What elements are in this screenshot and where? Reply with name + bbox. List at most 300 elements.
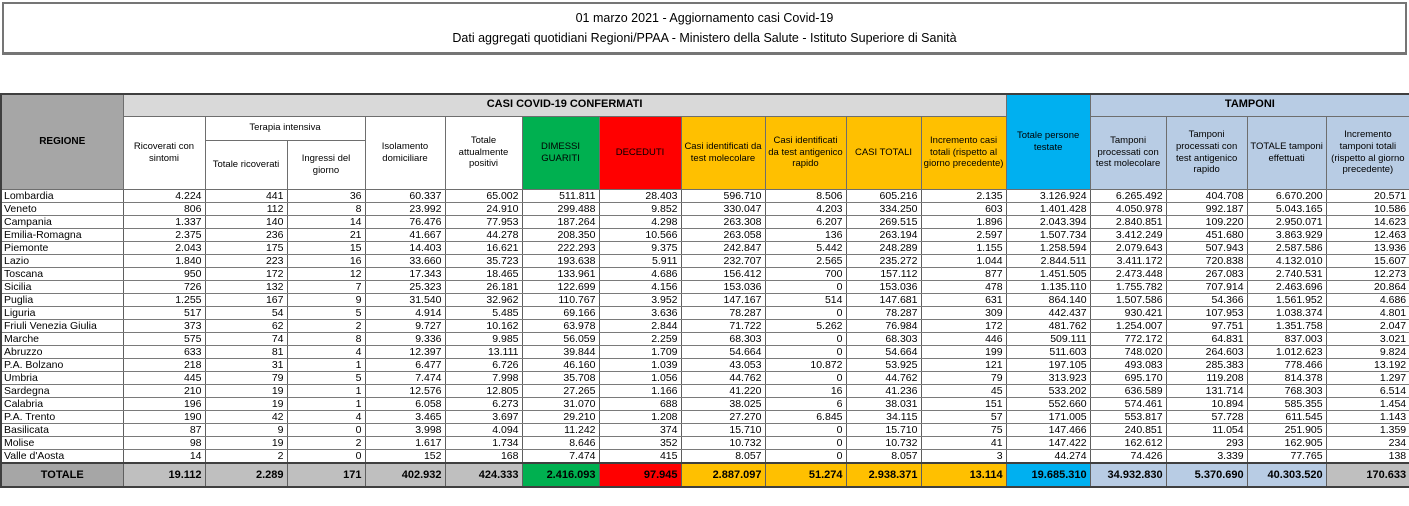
value-cell-tamponi_test_molecolare: 1.254.007 <box>1090 319 1166 332</box>
value-cell-tamponi_test_antigenico: 992.187 <box>1166 202 1247 215</box>
value-cell-ti_ingressi_del_giorno: 4 <box>287 410 365 423</box>
value-cell-ti_ingressi_del_giorno: 7 <box>287 280 365 293</box>
value-cell-incremento_casi_totali: 3 <box>921 449 1006 463</box>
value-cell-incremento_casi_totali: 309 <box>921 306 1006 319</box>
value-cell-totale_persone_testate: 1.507.734 <box>1006 228 1090 241</box>
value-cell-incremento_tamponi_totali: 4.686 <box>1326 293 1409 306</box>
value-cell-ti_ingressi_del_giorno: 16 <box>287 254 365 267</box>
table-row <box>1 436 1409 449</box>
value-cell-totale_tamponi_effettuati: 1.561.952 <box>1247 293 1326 306</box>
value-cell-incremento_casi_totali: 478 <box>921 280 1006 293</box>
value-cell-totale_tamponi_effettuati: 2.740.531 <box>1247 267 1326 280</box>
col-header-incremento-tamponi-totali: Incremento tamponi totali (rispetto al giorno precedente) <box>1326 116 1409 189</box>
value-cell-totale_attualmente_positivi: 12.805 <box>445 384 522 397</box>
value-cell-tamponi_test_antigenico: 404.708 <box>1166 189 1247 202</box>
value-cell-ti_totale_ricoverati: 140 <box>205 215 287 228</box>
value-cell-dimessi_guariti: 11.242 <box>522 423 599 436</box>
value-cell-casi_totali: 53.925 <box>846 358 921 371</box>
value-cell-totale_persone_testate: 3.126.924 <box>1006 189 1090 202</box>
table-row <box>1 215 1409 228</box>
value-cell-dimessi_guariti: 35.708 <box>522 371 599 384</box>
value-cell-incremento_tamponi_totali: 234 <box>1326 436 1409 449</box>
value-cell-casi_test_antigenico: 2.565 <box>765 254 846 267</box>
value-cell-deceduti: 3.952 <box>599 293 681 306</box>
value-cell-ricoverati_con_sintomi: 210 <box>123 384 205 397</box>
value-cell-casi_test_molecolare: 43.053 <box>681 358 765 371</box>
table-row <box>1 202 1409 215</box>
value-cell-totale_tamponi_effettuati: 611.545 <box>1247 410 1326 423</box>
value-cell-casi_test_molecolare: 232.707 <box>681 254 765 267</box>
value-cell-ricoverati_con_sintomi: 1.840 <box>123 254 205 267</box>
value-cell-ti_ingressi_del_giorno: 1 <box>287 384 365 397</box>
col-header-incremento-casi-totali: Incremento casi totali (rispetto al giorno precedente) <box>921 116 1006 189</box>
region-name-cell: Campania <box>1 215 123 228</box>
region-name-cell: Liguria <box>1 306 123 319</box>
total-value-cell-casi_test_molecolare: 2.887.097 <box>681 463 765 487</box>
value-cell-dimessi_guariti: 46.160 <box>522 358 599 371</box>
value-cell-casi_test_antigenico: 10.872 <box>765 358 846 371</box>
value-cell-ti_totale_ricoverati: 167 <box>205 293 287 306</box>
value-cell-tamponi_test_molecolare: 748.020 <box>1090 345 1166 358</box>
value-cell-totale_tamponi_effettuati: 4.132.010 <box>1247 254 1326 267</box>
value-cell-deceduti: 374 <box>599 423 681 436</box>
value-cell-totale_tamponi_effettuati: 778.466 <box>1247 358 1326 371</box>
total-value-cell-ricoverati_con_sintomi: 19.112 <box>123 463 205 487</box>
value-cell-incremento_casi_totali: 41 <box>921 436 1006 449</box>
value-cell-tamponi_test_antigenico: 119.208 <box>1166 371 1247 384</box>
value-cell-totale_tamponi_effettuati: 6.670.200 <box>1247 189 1326 202</box>
value-cell-tamponi_test_molecolare: 4.050.978 <box>1090 202 1166 215</box>
value-cell-dimessi_guariti: 56.059 <box>522 332 599 345</box>
value-cell-incremento_tamponi_totali: 14.623 <box>1326 215 1409 228</box>
table-row <box>1 280 1409 293</box>
col-header-casi-test-antigenico: Casi identificati da test antigenico rapido <box>765 116 846 189</box>
value-cell-casi_test_molecolare: 41.220 <box>681 384 765 397</box>
col-header-ti-ingressi-del-giorno: Ingressi del giorno <box>287 140 365 189</box>
value-cell-incremento_casi_totali: 199 <box>921 345 1006 358</box>
group-header-casi-confermati: CASI COVID-19 CONFERMATI <box>123 94 1006 116</box>
total-value-cell-deceduti: 97.945 <box>599 463 681 487</box>
col-header-totale-persone-testate: Totale persone testate <box>1006 94 1090 189</box>
report-subtitle: Dati aggregati quotidiani Regioni/PPAA - Ministero della Salute - Istituto Superiore di Sanità <box>452 31 957 46</box>
value-cell-casi_totali: 10.732 <box>846 436 921 449</box>
value-cell-tamponi_test_molecolare: 240.851 <box>1090 423 1166 436</box>
value-cell-ti_totale_ricoverati: 81 <box>205 345 287 358</box>
table-row <box>1 254 1409 267</box>
total-value-cell-incremento_casi_totali: 13.114 <box>921 463 1006 487</box>
value-cell-incremento_casi_totali: 172 <box>921 319 1006 332</box>
value-cell-ti_totale_ricoverati: 175 <box>205 241 287 254</box>
value-cell-tamponi_test_antigenico: 54.366 <box>1166 293 1247 306</box>
value-cell-casi_totali: 334.250 <box>846 202 921 215</box>
value-cell-isolamento_domiciliare: 17.343 <box>365 267 445 280</box>
value-cell-casi_test_molecolare: 242.847 <box>681 241 765 254</box>
value-cell-tamponi_test_antigenico: 131.714 <box>1166 384 1247 397</box>
value-cell-tamponi_test_antigenico: 285.383 <box>1166 358 1247 371</box>
value-cell-tamponi_test_antigenico: 267.083 <box>1166 267 1247 280</box>
value-cell-totale_tamponi_effettuati: 162.905 <box>1247 436 1326 449</box>
value-cell-casi_test_antigenico: 0 <box>765 423 846 436</box>
value-cell-totale_attualmente_positivi: 18.465 <box>445 267 522 280</box>
total-value-cell-tamponi_test_molecolare: 34.932.830 <box>1090 463 1166 487</box>
value-cell-casi_test_antigenico: 514 <box>765 293 846 306</box>
value-cell-dimessi_guariti: 7.474 <box>522 449 599 463</box>
value-cell-tamponi_test_antigenico: 107.953 <box>1166 306 1247 319</box>
value-cell-incremento_tamponi_totali: 1.297 <box>1326 371 1409 384</box>
value-cell-ricoverati_con_sintomi: 1.337 <box>123 215 205 228</box>
value-cell-incremento_tamponi_totali: 10.586 <box>1326 202 1409 215</box>
table-row <box>1 306 1409 319</box>
value-cell-incremento_tamponi_totali: 4.801 <box>1326 306 1409 319</box>
value-cell-isolamento_domiciliare: 41.667 <box>365 228 445 241</box>
value-cell-totale_persone_testate: 1.401.428 <box>1006 202 1090 215</box>
value-cell-casi_totali: 34.115 <box>846 410 921 423</box>
value-cell-casi_test_molecolare: 54.664 <box>681 345 765 358</box>
value-cell-isolamento_domiciliare: 6.058 <box>365 397 445 410</box>
col-header-totale-attualmente-positivi: Totale attualmente positivi <box>445 116 522 189</box>
value-cell-ricoverati_con_sintomi: 98 <box>123 436 205 449</box>
value-cell-incremento_tamponi_totali: 20.864 <box>1326 280 1409 293</box>
value-cell-isolamento_domiciliare: 12.397 <box>365 345 445 358</box>
value-cell-ti_totale_ricoverati: 19 <box>205 397 287 410</box>
value-cell-totale_attualmente_positivi: 6.726 <box>445 358 522 371</box>
value-cell-totale_tamponi_effettuati: 5.043.165 <box>1247 202 1326 215</box>
value-cell-tamponi_test_molecolare: 2.079.643 <box>1090 241 1166 254</box>
value-cell-casi_test_antigenico: 5.442 <box>765 241 846 254</box>
value-cell-totale_tamponi_effettuati: 77.765 <box>1247 449 1326 463</box>
value-cell-ti_ingressi_del_giorno: 2 <box>287 436 365 449</box>
value-cell-incremento_casi_totali: 2.597 <box>921 228 1006 241</box>
table-row <box>1 423 1409 436</box>
value-cell-deceduti: 5.911 <box>599 254 681 267</box>
value-cell-casi_test_antigenico: 0 <box>765 306 846 319</box>
value-cell-isolamento_domiciliare: 31.540 <box>365 293 445 306</box>
value-cell-casi_test_molecolare: 78.287 <box>681 306 765 319</box>
value-cell-casi_totali: 41.236 <box>846 384 921 397</box>
covid-data-table <box>0 93 1409 488</box>
value-cell-ti_ingressi_del_giorno: 1 <box>287 397 365 410</box>
value-cell-casi_totali: 38.031 <box>846 397 921 410</box>
value-cell-incremento_tamponi_totali: 20.571 <box>1326 189 1409 202</box>
value-cell-casi_test_molecolare: 156.412 <box>681 267 765 280</box>
value-cell-deceduti: 352 <box>599 436 681 449</box>
value-cell-ti_totale_ricoverati: 441 <box>205 189 287 202</box>
value-cell-ricoverati_con_sintomi: 2.043 <box>123 241 205 254</box>
value-cell-isolamento_domiciliare: 12.576 <box>365 384 445 397</box>
value-cell-totale_attualmente_positivi: 3.697 <box>445 410 522 423</box>
value-cell-ricoverati_con_sintomi: 726 <box>123 280 205 293</box>
value-cell-casi_totali: 235.272 <box>846 254 921 267</box>
value-cell-totale_persone_testate: 44.274 <box>1006 449 1090 463</box>
value-cell-casi_test_molecolare: 263.058 <box>681 228 765 241</box>
value-cell-totale_attualmente_positivi: 6.273 <box>445 397 522 410</box>
total-value-cell-incremento_tamponi_totali: 170.633 <box>1326 463 1409 487</box>
value-cell-casi_totali: 605.216 <box>846 189 921 202</box>
value-cell-casi_test_molecolare: 71.722 <box>681 319 765 332</box>
value-cell-totale_persone_testate: 864.140 <box>1006 293 1090 306</box>
value-cell-tamponi_test_molecolare: 772.172 <box>1090 332 1166 345</box>
value-cell-ricoverati_con_sintomi: 373 <box>123 319 205 332</box>
value-cell-ricoverati_con_sintomi: 1.255 <box>123 293 205 306</box>
value-cell-dimessi_guariti: 299.488 <box>522 202 599 215</box>
value-cell-ricoverati_con_sintomi: 806 <box>123 202 205 215</box>
region-name-cell: Marche <box>1 332 123 345</box>
value-cell-casi_test_molecolare: 15.710 <box>681 423 765 436</box>
region-name-cell: Friuli Venezia Giulia <box>1 319 123 332</box>
col-header-casi-totali: CASI TOTALI <box>846 116 921 189</box>
value-cell-totale_tamponi_effettuati: 585.355 <box>1247 397 1326 410</box>
value-cell-deceduti: 1.056 <box>599 371 681 384</box>
total-value-cell-isolamento_domiciliare: 402.932 <box>365 463 445 487</box>
value-cell-isolamento_domiciliare: 152 <box>365 449 445 463</box>
total-value-cell-totale_tamponi_effettuati: 40.303.520 <box>1247 463 1326 487</box>
region-name-cell: Umbria <box>1 371 123 384</box>
value-cell-totale_attualmente_positivi: 9.985 <box>445 332 522 345</box>
col-header-deceduti: DECEDUTI <box>599 116 681 189</box>
total-row <box>1 463 1409 487</box>
value-cell-dimessi_guariti: 187.264 <box>522 215 599 228</box>
value-cell-deceduti: 2.259 <box>599 332 681 345</box>
value-cell-tamponi_test_molecolare: 695.170 <box>1090 371 1166 384</box>
value-cell-totale_tamponi_effettuati: 1.012.623 <box>1247 345 1326 358</box>
value-cell-ti_ingressi_del_giorno: 8 <box>287 202 365 215</box>
value-cell-casi_test_antigenico: 0 <box>765 280 846 293</box>
value-cell-tamponi_test_molecolare: 6.265.492 <box>1090 189 1166 202</box>
value-cell-ricoverati_con_sintomi: 196 <box>123 397 205 410</box>
value-cell-tamponi_test_antigenico: 451.680 <box>1166 228 1247 241</box>
value-cell-totale_persone_testate: 511.603 <box>1006 345 1090 358</box>
value-cell-casi_test_antigenico: 0 <box>765 371 846 384</box>
value-cell-ricoverati_con_sintomi: 575 <box>123 332 205 345</box>
value-cell-dimessi_guariti: 222.293 <box>522 241 599 254</box>
table-row <box>1 319 1409 332</box>
value-cell-casi_totali: 44.762 <box>846 371 921 384</box>
value-cell-ricoverati_con_sintomi: 633 <box>123 345 205 358</box>
value-cell-ricoverati_con_sintomi: 517 <box>123 306 205 319</box>
value-cell-deceduti: 1.039 <box>599 358 681 371</box>
table-row <box>1 332 1409 345</box>
region-name-cell: P.A. Trento <box>1 410 123 423</box>
value-cell-incremento_tamponi_totali: 9.824 <box>1326 345 1409 358</box>
value-cell-casi_totali: 54.664 <box>846 345 921 358</box>
total-row-label: TOTALE <box>1 463 123 487</box>
value-cell-totale_attualmente_positivi: 168 <box>445 449 522 463</box>
value-cell-incremento_casi_totali: 79 <box>921 371 1006 384</box>
value-cell-totale_attualmente_positivi: 5.485 <box>445 306 522 319</box>
total-value-cell-totale_attualmente_positivi: 424.333 <box>445 463 522 487</box>
title-box <box>2 2 1407 55</box>
region-name-cell: Sardegna <box>1 384 123 397</box>
value-cell-tamponi_test_molecolare: 574.461 <box>1090 397 1166 410</box>
value-cell-deceduti: 3.636 <box>599 306 681 319</box>
value-cell-totale_attualmente_positivi: 65.002 <box>445 189 522 202</box>
value-cell-totale_persone_testate: 1.258.594 <box>1006 241 1090 254</box>
value-cell-dimessi_guariti: 133.961 <box>522 267 599 280</box>
value-cell-dimessi_guariti: 27.265 <box>522 384 599 397</box>
value-cell-tamponi_test_antigenico: 3.339 <box>1166 449 1247 463</box>
table-row <box>1 397 1409 410</box>
value-cell-dimessi_guariti: 193.638 <box>522 254 599 267</box>
value-cell-dimessi_guariti: 63.978 <box>522 319 599 332</box>
value-cell-ti_ingressi_del_giorno: 0 <box>287 423 365 436</box>
value-cell-incremento_casi_totali: 1.155 <box>921 241 1006 254</box>
value-cell-totale_attualmente_positivi: 1.734 <box>445 436 522 449</box>
value-cell-deceduti: 2.844 <box>599 319 681 332</box>
table-row <box>1 189 1409 202</box>
value-cell-incremento_casi_totali: 2.135 <box>921 189 1006 202</box>
value-cell-tamponi_test_antigenico: 507.943 <box>1166 241 1247 254</box>
value-cell-totale_attualmente_positivi: 77.953 <box>445 215 522 228</box>
group-header-terapia-intensiva: Terapia intensiva <box>205 116 365 140</box>
value-cell-casi_test_molecolare: 147.167 <box>681 293 765 306</box>
value-cell-casi_totali: 78.287 <box>846 306 921 319</box>
total-value-cell-ti_totale_ricoverati: 2.289 <box>205 463 287 487</box>
value-cell-totale_attualmente_positivi: 13.111 <box>445 345 522 358</box>
value-cell-ti_ingressi_del_giorno: 5 <box>287 371 365 384</box>
value-cell-ti_ingressi_del_giorno: 8 <box>287 332 365 345</box>
value-cell-isolamento_domiciliare: 3.998 <box>365 423 445 436</box>
value-cell-casi_totali: 147.681 <box>846 293 921 306</box>
region-name-cell: Calabria <box>1 397 123 410</box>
value-cell-casi_test_molecolare: 68.303 <box>681 332 765 345</box>
value-cell-dimessi_guariti: 39.844 <box>522 345 599 358</box>
value-cell-casi_test_molecolare: 263.308 <box>681 215 765 228</box>
value-cell-casi_test_molecolare: 596.710 <box>681 189 765 202</box>
report-title: 01 marzo 2021 - Aggiornamento casi Covid-19 <box>575 10 834 25</box>
value-cell-ricoverati_con_sintomi: 218 <box>123 358 205 371</box>
value-cell-totale_tamponi_effettuati: 1.351.758 <box>1247 319 1326 332</box>
value-cell-casi_totali: 263.194 <box>846 228 921 241</box>
value-cell-ti_totale_ricoverati: 42 <box>205 410 287 423</box>
value-cell-ti_totale_ricoverati: 31 <box>205 358 287 371</box>
value-cell-deceduti: 4.156 <box>599 280 681 293</box>
value-cell-totale_attualmente_positivi: 7.998 <box>445 371 522 384</box>
region-name-cell: Veneto <box>1 202 123 215</box>
value-cell-casi_test_antigenico: 136 <box>765 228 846 241</box>
region-name-cell: Basilicata <box>1 423 123 436</box>
value-cell-tamponi_test_antigenico: 97.751 <box>1166 319 1247 332</box>
value-cell-ricoverati_con_sintomi: 4.224 <box>123 189 205 202</box>
region-name-cell: Puglia <box>1 293 123 306</box>
value-cell-tamponi_test_molecolare: 3.411.172 <box>1090 254 1166 267</box>
value-cell-deceduti: 9.375 <box>599 241 681 254</box>
value-cell-casi_test_molecolare: 8.057 <box>681 449 765 463</box>
value-cell-totale_persone_testate: 481.762 <box>1006 319 1090 332</box>
table-row <box>1 228 1409 241</box>
value-cell-incremento_tamponi_totali: 1.454 <box>1326 397 1409 410</box>
total-value-cell-tamponi_test_antigenico: 5.370.690 <box>1166 463 1247 487</box>
value-cell-casi_totali: 269.515 <box>846 215 921 228</box>
total-value-cell-casi_test_antigenico: 51.274 <box>765 463 846 487</box>
col-header-ricoverati-con-sintomi: Ricoverati con sintomi <box>123 116 205 189</box>
value-cell-totale_persone_testate: 1.135.110 <box>1006 280 1090 293</box>
value-cell-totale_attualmente_positivi: 26.181 <box>445 280 522 293</box>
table-row <box>1 241 1409 254</box>
value-cell-isolamento_domiciliare: 6.477 <box>365 358 445 371</box>
value-cell-incremento_casi_totali: 121 <box>921 358 1006 371</box>
value-cell-incremento_casi_totali: 1.896 <box>921 215 1006 228</box>
value-cell-totale_tamponi_effettuati: 768.303 <box>1247 384 1326 397</box>
value-cell-totale_persone_testate: 442.437 <box>1006 306 1090 319</box>
value-cell-ti_ingressi_del_giorno: 21 <box>287 228 365 241</box>
value-cell-totale_attualmente_positivi: 35.723 <box>445 254 522 267</box>
value-cell-dimessi_guariti: 110.767 <box>522 293 599 306</box>
table-row <box>1 449 1409 463</box>
value-cell-casi_totali: 68.303 <box>846 332 921 345</box>
value-cell-ti_ingressi_del_giorno: 9 <box>287 293 365 306</box>
value-cell-ti_totale_ricoverati: 172 <box>205 267 287 280</box>
value-cell-dimessi_guariti: 511.811 <box>522 189 599 202</box>
value-cell-dimessi_guariti: 208.350 <box>522 228 599 241</box>
value-cell-casi_test_antigenico: 5.262 <box>765 319 846 332</box>
value-cell-tamponi_test_antigenico: 707.914 <box>1166 280 1247 293</box>
value-cell-incremento_tamponi_totali: 1.359 <box>1326 423 1409 436</box>
value-cell-incremento_casi_totali: 446 <box>921 332 1006 345</box>
value-cell-isolamento_domiciliare: 60.337 <box>365 189 445 202</box>
value-cell-casi_totali: 15.710 <box>846 423 921 436</box>
value-cell-isolamento_domiciliare: 33.660 <box>365 254 445 267</box>
value-cell-isolamento_domiciliare: 9.727 <box>365 319 445 332</box>
value-cell-ricoverati_con_sintomi: 14 <box>123 449 205 463</box>
value-cell-ti_ingressi_del_giorno: 0 <box>287 449 365 463</box>
value-cell-totale_persone_testate: 147.466 <box>1006 423 1090 436</box>
value-cell-isolamento_domiciliare: 3.465 <box>365 410 445 423</box>
value-cell-isolamento_domiciliare: 14.403 <box>365 241 445 254</box>
value-cell-ti_totale_ricoverati: 74 <box>205 332 287 345</box>
region-name-cell: Molise <box>1 436 123 449</box>
table-row <box>1 267 1409 280</box>
value-cell-totale_persone_testate: 533.202 <box>1006 384 1090 397</box>
total-value-cell-ti_ingressi_del_giorno: 171 <box>287 463 365 487</box>
value-cell-totale_tamponi_effettuati: 2.463.696 <box>1247 280 1326 293</box>
region-name-cell: Lazio <box>1 254 123 267</box>
value-cell-incremento_casi_totali: 1.044 <box>921 254 1006 267</box>
value-cell-casi_test_antigenico: 0 <box>765 332 846 345</box>
value-cell-deceduti: 1.208 <box>599 410 681 423</box>
value-cell-totale_tamponi_effettuati: 814.378 <box>1247 371 1326 384</box>
value-cell-totale_persone_testate: 509.111 <box>1006 332 1090 345</box>
region-name-cell: Lombardia <box>1 189 123 202</box>
value-cell-totale_persone_testate: 147.422 <box>1006 436 1090 449</box>
value-cell-incremento_casi_totali: 877 <box>921 267 1006 280</box>
value-cell-dimessi_guariti: 69.166 <box>522 306 599 319</box>
value-cell-casi_test_molecolare: 27.270 <box>681 410 765 423</box>
region-name-cell: Valle d'Aosta <box>1 449 123 463</box>
value-cell-incremento_casi_totali: 151 <box>921 397 1006 410</box>
value-cell-casi_totali: 248.289 <box>846 241 921 254</box>
value-cell-isolamento_domiciliare: 25.323 <box>365 280 445 293</box>
value-cell-incremento_tamponi_totali: 13.936 <box>1326 241 1409 254</box>
value-cell-deceduti: 9.852 <box>599 202 681 215</box>
value-cell-casi_test_molecolare: 330.047 <box>681 202 765 215</box>
value-cell-incremento_casi_totali: 75 <box>921 423 1006 436</box>
table-header <box>1 94 1409 189</box>
value-cell-totale_tamponi_effettuati: 3.863.929 <box>1247 228 1326 241</box>
value-cell-casi_test_antigenico: 6.207 <box>765 215 846 228</box>
value-cell-totale_persone_testate: 171.005 <box>1006 410 1090 423</box>
value-cell-ti_totale_ricoverati: 9 <box>205 423 287 436</box>
value-cell-casi_test_antigenico: 6.845 <box>765 410 846 423</box>
value-cell-incremento_tamponi_totali: 1.143 <box>1326 410 1409 423</box>
value-cell-tamponi_test_molecolare: 2.840.851 <box>1090 215 1166 228</box>
col-header-isolamento-domiciliare: Isolamento domiciliare <box>365 116 445 189</box>
region-name-cell: P.A. Bolzano <box>1 358 123 371</box>
value-cell-tamponi_test_antigenico: 57.728 <box>1166 410 1247 423</box>
value-cell-incremento_tamponi_totali: 3.021 <box>1326 332 1409 345</box>
value-cell-tamponi_test_molecolare: 74.426 <box>1090 449 1166 463</box>
value-cell-incremento_tamponi_totali: 6.514 <box>1326 384 1409 397</box>
value-cell-tamponi_test_molecolare: 493.083 <box>1090 358 1166 371</box>
